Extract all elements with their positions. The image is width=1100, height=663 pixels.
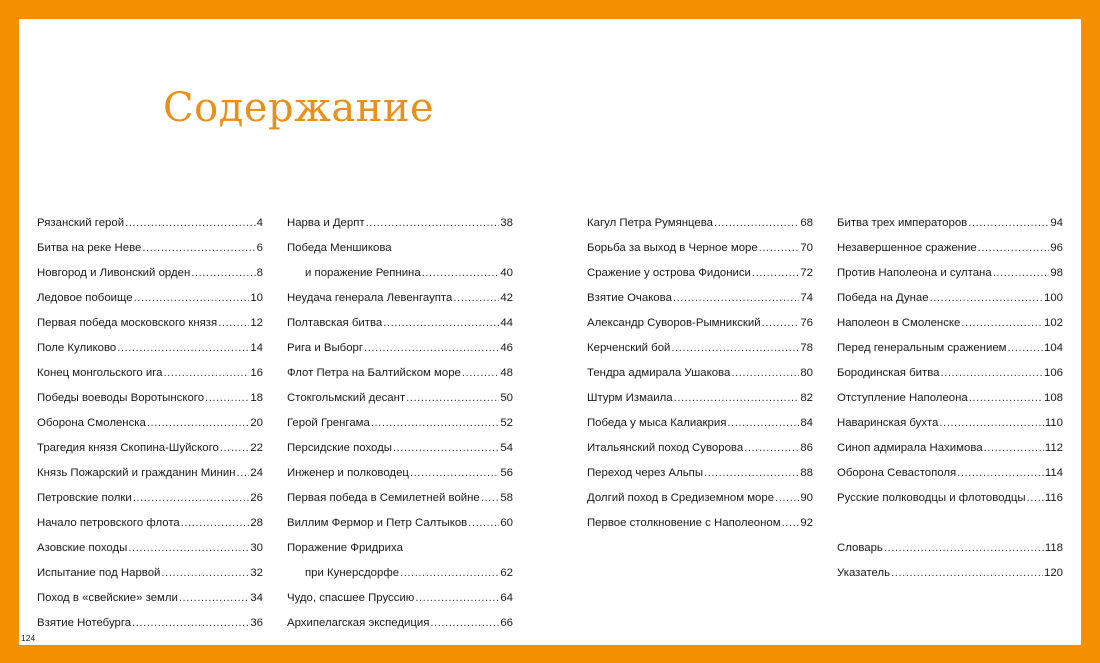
dot-leader [415, 592, 499, 604]
dot-leader [205, 392, 249, 404]
entry-title: Взятие Очакова [587, 292, 672, 304]
dot-leader [674, 392, 800, 404]
entry-title: Чудо, спасшее Пруссию [287, 592, 415, 604]
toc-entry[interactable] [587, 392, 813, 417]
toc-entry[interactable] [837, 342, 1063, 367]
entry-title: Победы воеводы Воротынского [37, 392, 205, 404]
dot-leader [117, 342, 249, 354]
entry-page: 22 [250, 442, 263, 454]
dot-leader [430, 617, 499, 629]
toc-entry[interactable] [287, 617, 513, 642]
dot-leader [939, 417, 1043, 429]
toc-column-1 [37, 217, 263, 642]
dot-leader [714, 217, 799, 229]
entry-title: Князь Пожарский и гражданин Минин [37, 467, 236, 479]
entry-title: Словарь [837, 542, 883, 554]
dot-leader [400, 567, 499, 579]
page-title: Содержание [163, 85, 435, 131]
dot-leader [364, 342, 499, 354]
entry-page: 32 [250, 567, 263, 579]
entry-title: Взятие Нотебурга [37, 617, 132, 629]
dot-leader [762, 317, 800, 329]
entry-page: 44 [500, 317, 513, 329]
dot-leader [125, 217, 256, 229]
entry-page: 4 [256, 217, 263, 229]
toc-entry[interactable] [37, 217, 263, 242]
toc-entry[interactable] [837, 217, 1063, 242]
dot-leader [727, 417, 799, 429]
entry-page: 110 [1044, 417, 1063, 429]
entry-page: 14 [250, 342, 263, 354]
entry-page: 108 [1043, 392, 1063, 404]
entry-page: 12 [250, 317, 263, 329]
entry-title: Битва на реке Неве [37, 242, 142, 254]
dot-leader [673, 292, 799, 304]
dot-leader [671, 342, 799, 354]
entry-page: 42 [500, 292, 513, 304]
entry-page: 102 [1043, 317, 1063, 329]
entry-page: 36 [250, 617, 263, 629]
entry-page: 86 [800, 442, 813, 454]
dot-leader [133, 492, 250, 504]
entry-page: 114 [1044, 467, 1063, 479]
toc-entry[interactable] [587, 467, 813, 492]
toc-entry[interactable] [587, 492, 813, 517]
entry-title: Конец монгольского ига [37, 367, 163, 379]
entry-page: 118 [1044, 542, 1063, 554]
dot-leader [128, 542, 249, 554]
dot-leader [134, 292, 250, 304]
page-number: 124 [21, 633, 36, 643]
entry-page: 18 [250, 392, 263, 404]
entry-page: 66 [500, 617, 513, 629]
entry-title: Новгород и Ливонский орден [37, 267, 191, 279]
entry-page: 98 [1050, 267, 1063, 279]
toc-entry[interactable] [37, 317, 263, 342]
dot-leader [759, 242, 800, 254]
dot-leader [731, 367, 799, 379]
entry-title: Рига и Выборг [287, 342, 364, 354]
entry-title: Начало петровского флота [37, 517, 180, 529]
dot-leader [775, 492, 799, 504]
entry-title: Оборона Севастополя [837, 467, 957, 479]
entry-title: Флот Петра на Балтийском море [287, 367, 461, 379]
entry-page: 26 [250, 492, 263, 504]
toc-entry[interactable] [837, 442, 1063, 467]
toc-entry[interactable] [587, 517, 813, 542]
entry-title: Стокгольмский десант [287, 392, 406, 404]
toc-entry[interactable] [837, 492, 1063, 517]
entry-page: 50 [500, 392, 513, 404]
dot-leader [984, 442, 1044, 454]
toc-column-3 [587, 217, 813, 542]
dot-leader [752, 267, 799, 279]
dot-leader [1007, 342, 1043, 354]
dot-leader [453, 292, 499, 304]
toc-entry[interactable] [287, 442, 513, 467]
dot-leader [969, 392, 1043, 404]
toc-entry[interactable] [837, 267, 1063, 292]
dot-leader [406, 392, 499, 404]
toc-entry-heading-line[interactable] [287, 542, 513, 567]
entry-title: Штурм Измаила [587, 392, 673, 404]
entry-title: Русские полководцы и флотоводцы [837, 492, 1026, 504]
entry-title: Против Наполеона и султана [837, 267, 992, 279]
entry-page: 116 [1044, 492, 1063, 504]
entry-page: 30 [250, 542, 263, 554]
toc-entry[interactable] [837, 242, 1063, 267]
entry-page: 52 [500, 417, 513, 429]
toc-entry[interactable] [287, 342, 513, 367]
entry-page: 106 [1043, 367, 1063, 379]
dot-leader [366, 217, 500, 229]
dot-leader [371, 417, 499, 429]
toc-entry[interactable] [287, 367, 513, 392]
toc-entry[interactable] [587, 217, 813, 242]
entry-title: Виллим Фермор и Петр Салтыков [287, 517, 468, 529]
entry-title: Переход через Альпы [587, 467, 704, 479]
entry-page: 70 [800, 242, 813, 254]
toc-entry[interactable] [837, 317, 1063, 342]
entry-title: Герой Гренгама [287, 417, 370, 429]
dot-leader [884, 542, 1044, 554]
entry-title: Испытание под Нарвой [37, 567, 161, 579]
dot-leader [132, 617, 249, 629]
entry-title: Первая победа в Семилетней войне [287, 492, 480, 504]
entry-page: 34 [250, 592, 263, 604]
entry-page: 38 [500, 217, 513, 229]
entry-title: Полтавская битва [287, 317, 383, 329]
entry-page: 28 [250, 517, 263, 529]
dot-leader [220, 442, 250, 454]
entry-title: Александр Суворов-Рымникский [587, 317, 761, 329]
dot-leader [191, 267, 255, 279]
entry-page: 72 [800, 267, 813, 279]
entry-page: 6 [256, 242, 263, 254]
entry-page: 62 [500, 567, 513, 579]
entry-page: 8 [256, 267, 263, 279]
entry-title: Битва трех императоров [837, 217, 968, 229]
toc-entry[interactable] [287, 217, 513, 242]
toc-entry[interactable] [37, 542, 263, 567]
entry-page: 48 [500, 367, 513, 379]
entry-title: Наваринская бухта [837, 417, 939, 429]
book-page [19, 19, 1081, 645]
dot-leader [147, 417, 249, 429]
entry-title: Неудача генерала Левенгаупта [287, 292, 453, 304]
entry-page: 46 [500, 342, 513, 354]
toc-entry[interactable] [287, 292, 513, 317]
entry-title: Итальянский поход Суворова [587, 442, 744, 454]
toc-entry[interactable] [37, 367, 263, 392]
entry-title: Первая победа московского князя [37, 317, 218, 329]
toc-entry[interactable] [37, 567, 263, 592]
toc-column-2 [287, 217, 513, 642]
toc-entry[interactable] [287, 417, 513, 442]
dot-leader [968, 217, 1049, 229]
entry-page: 92 [800, 517, 813, 529]
entry-page: 120 [1043, 567, 1063, 579]
toc-entry[interactable] [587, 367, 813, 392]
toc-entry[interactable] [37, 267, 263, 292]
section-gap [837, 517, 1063, 542]
toc-entry-continuation[interactable] [287, 567, 513, 592]
entry-title: Инженер и полководец [287, 467, 409, 479]
entry-title: Персидские походы [287, 442, 392, 454]
toc-entry[interactable] [37, 342, 263, 367]
toc-entry[interactable] [287, 467, 513, 492]
dot-leader [161, 567, 249, 579]
dot-leader [704, 467, 799, 479]
entry-page: 84 [800, 417, 813, 429]
toc-entry[interactable] [37, 592, 263, 617]
toc-entry[interactable] [37, 492, 263, 517]
dot-leader [462, 367, 499, 379]
dot-leader [891, 567, 1043, 579]
entry-title: Сражение у острова Фидониси [587, 267, 751, 279]
dot-leader [930, 292, 1043, 304]
toc-entry[interactable] [37, 417, 263, 442]
entry-title: Тендра адмирала Ушакова [587, 367, 731, 379]
dot-leader [481, 492, 500, 504]
entry-title: Оборона Смоленска [37, 417, 146, 429]
entry-title: Первое столкновение с Наполеоном [587, 517, 781, 529]
dot-leader [468, 517, 499, 529]
toc-entry[interactable] [287, 317, 513, 342]
entry-title: Незавершенное сражение [837, 242, 977, 254]
entry-page: 80 [800, 367, 813, 379]
toc-entry[interactable] [37, 617, 263, 642]
entry-page: 64 [500, 592, 513, 604]
entry-title: Поле Куликово [37, 342, 117, 354]
entry-page: 74 [800, 292, 813, 304]
entry-page: 20 [250, 417, 263, 429]
entry-title: Синоп адмирала Нахимова [837, 442, 983, 454]
entry-title: Поражение Фридриха [287, 542, 403, 554]
entry-title: Архипелагская экспедиция [287, 617, 430, 629]
entry-title: Указатель [837, 567, 891, 579]
entry-title: Кагул Петра Румянцева [587, 217, 714, 229]
entry-title: Победа у мыса Калиакрия [587, 417, 727, 429]
entry-title: и поражение Репнина [305, 267, 421, 279]
dot-leader [218, 317, 249, 329]
toc-entry-glossary[interactable] [837, 542, 1063, 567]
entry-page: 76 [800, 317, 813, 329]
toc-entry[interactable] [587, 267, 813, 292]
toc-entry[interactable] [587, 242, 813, 267]
toc-entry[interactable] [587, 317, 813, 342]
dot-leader [163, 367, 249, 379]
entry-title: Нарва и Дерпт [287, 217, 365, 229]
entry-page: 90 [800, 492, 813, 504]
dot-leader [957, 467, 1044, 479]
entry-title: Борьба за выход в Черное море [587, 242, 758, 254]
toc-entry[interactable] [287, 392, 513, 417]
dot-leader [181, 517, 250, 529]
toc-entry[interactable] [837, 417, 1063, 442]
entry-page: 104 [1043, 342, 1063, 354]
toc-entry[interactable] [837, 367, 1063, 392]
entry-title: Ледовое побоище [37, 292, 133, 304]
entry-title: при Кунерсдорфе [305, 567, 400, 579]
toc-entry-continuation[interactable] [287, 267, 513, 292]
entry-page: 68 [800, 217, 813, 229]
dot-leader [941, 367, 1043, 379]
entry-title: Петровские полки [37, 492, 132, 504]
dot-leader [393, 442, 499, 454]
entry-title: Керченский бой [587, 342, 671, 354]
entry-title: Отступление Наполеона [837, 392, 968, 404]
entry-title: Победа на Дунае [837, 292, 929, 304]
toc-entry[interactable] [287, 592, 513, 617]
entry-page: 100 [1043, 292, 1063, 304]
toc-entry[interactable] [37, 242, 263, 267]
entry-page: 88 [800, 467, 813, 479]
entry-title: Бородинская битва [837, 367, 940, 379]
toc-entry[interactable] [837, 392, 1063, 417]
entry-title: Поход в «свейские» земли [37, 592, 178, 604]
entry-page: 94 [1050, 217, 1063, 229]
entry-title: Победа Меншикова [287, 242, 392, 254]
toc-entry[interactable] [37, 392, 263, 417]
entry-page: 40 [500, 267, 513, 279]
dot-leader [1027, 492, 1044, 504]
toc-entry[interactable] [37, 467, 263, 492]
toc-entry-heading-line[interactable] [287, 242, 513, 267]
entry-title: Рязанский герой [37, 217, 125, 229]
dot-leader [993, 267, 1050, 279]
toc-entry[interactable] [587, 417, 813, 442]
entry-page: 10 [250, 292, 263, 304]
entry-page: 58 [500, 492, 513, 504]
toc-entry-index[interactable] [837, 567, 1063, 592]
dot-leader [422, 267, 500, 279]
toc-entry[interactable] [587, 442, 813, 467]
toc-entry[interactable] [287, 517, 513, 542]
entry-page: 24 [250, 467, 263, 479]
entry-page: 112 [1044, 442, 1063, 454]
toc-entry[interactable] [587, 342, 813, 367]
toc-entry[interactable] [287, 492, 513, 517]
dot-leader [744, 442, 799, 454]
dot-leader [179, 592, 249, 604]
dot-leader [961, 317, 1043, 329]
entry-title: Перед генеральным сражением [837, 342, 1007, 354]
toc-entry[interactable] [837, 467, 1063, 492]
toc-entry[interactable] [587, 292, 813, 317]
entry-page: 56 [500, 467, 513, 479]
toc-entry[interactable] [37, 517, 263, 542]
entry-page: 78 [800, 342, 813, 354]
toc-entry[interactable] [37, 292, 263, 317]
entry-title: Долгий поход в Средиземном море [587, 492, 775, 504]
entry-page: 96 [1050, 242, 1063, 254]
dot-leader [410, 467, 499, 479]
entry-page: 16 [250, 367, 263, 379]
dot-leader [142, 242, 255, 254]
entry-page: 54 [500, 442, 513, 454]
entry-page: 60 [500, 517, 513, 529]
toc-column-4 [837, 217, 1063, 592]
dot-leader [782, 517, 800, 529]
entry-page: 82 [800, 392, 813, 404]
toc-entry[interactable] [37, 442, 263, 467]
entry-title: Наполеон в Смоленске [837, 317, 961, 329]
dot-leader [383, 317, 499, 329]
dot-leader [237, 467, 250, 479]
entry-title: Азовские походы [37, 542, 128, 554]
entry-title: Трагедия князя Скопина-Шуйского [37, 442, 219, 454]
dot-leader [978, 242, 1050, 254]
toc-entry[interactable] [837, 292, 1063, 317]
